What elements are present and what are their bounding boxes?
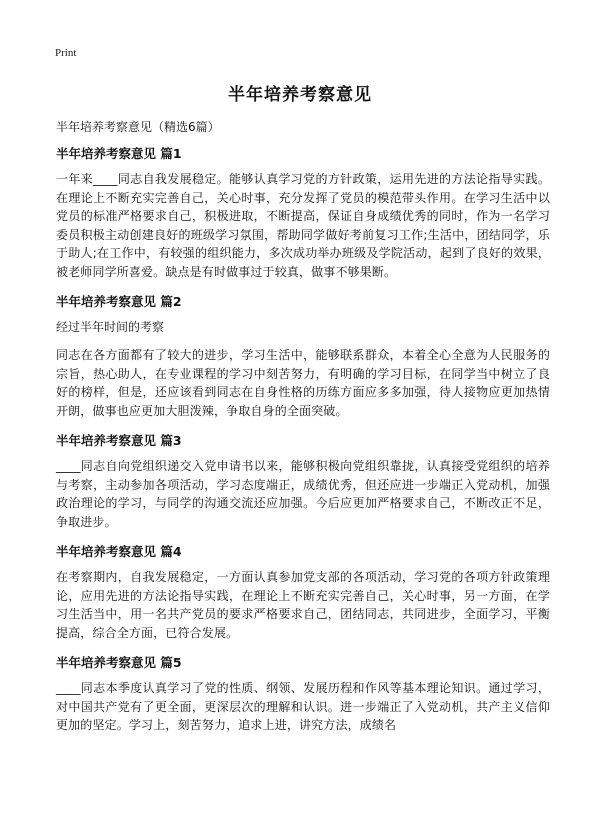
document-body bbox=[56, 118, 550, 746]
print-link[interactable]: Print bbox=[55, 47, 77, 59]
section-heading-5: 半年培养考察意见 篇5 bbox=[56, 655, 182, 670]
section-3-paragraph: ____同志自向党组织递交入党申请书以来，能够积极向党组织靠拢，认真接受党组织的培养与考察，主动参加各项活动，学习态度端正，成绩优秀，但还应进一步端正入党动机，加强政治理论的学习，与同学的沟通交流还应加强。今后应更加严格要求自己，不断改正不足，争取进步。 bbox=[56, 459, 550, 529]
section-5-paragraph: ____同志本季度认真学习了党的性质、纲领、发展历程和作风等基本理论知识。通过学习，对中国共产党有了更全面，更深层次的理解和认识。进一步端正了入党动机，共产主义信仰更加的坚定。学习上，刻苦努力，追求上进，讲究方法，成绩名 bbox=[56, 681, 550, 732]
section-heading-3: 半年培养考察意见 篇3 bbox=[56, 433, 182, 448]
document-subtitle: 半年培养考察意见（精选6篇） bbox=[56, 120, 220, 134]
section-2-lead: 经过半年时间的考察 bbox=[56, 320, 165, 334]
section-heading-2: 半年培养考察意见 篇2 bbox=[56, 294, 182, 309]
section-2-paragraph: 同志在各方面都有了较大的进步，学习生活中，能够联系群众，本着全心全意为人民服务的宗旨，热心助人，在专业课程的学习中刻苦努力，有明确的学习目标，在同学当中树立了良好的榜样，但是，还应该看到同志在自身性格的历练方面应多多加强，待人接物应更加热情开朗，做事也应更加大胆泼辣，争取自身的全面突破。 bbox=[56, 348, 550, 418]
section-1-paragraph: 一年来____同志自我发展稳定。能够认真学习党的方针政策，运用先进的方法论指导实践。在理论上不断充实完善自己，关心时事，充分发挥了党员的模范带头作用。在学习生活中以党员的标准严格要求自己，积极进取，不断提高，保证自身成绩优秀的同时，作为一名学习委员积极主动创建良好的班级学习氛围，帮助同学做好考前复习工作;生活中，团结同学，乐于助人;在工作中，有较强的组织能力，多次成功举办班级及学院活动，起到了良好的效果，被老师同学所喜爱。缺点是有时做事过于较真，做事不够果断。 bbox=[56, 172, 550, 279]
section-heading-1: 半年培养考察意见 篇1 bbox=[56, 146, 182, 161]
section-heading-4: 半年培养考察意见 篇4 bbox=[56, 544, 182, 559]
section-4-paragraph: 在考察期内，自我发展稳定，一方面认真参加党支部的各项活动，学习党的各项方针政策理论，应用先进的方法论指导实践，在理论上不断充实完善自己，关心时事，另一方面，在学习生活当中，用一名共产党员的要求严格要求自己，团结同志，共同进步，全面学习，平衡提高，综合全方面，已符合发展。 bbox=[56, 570, 550, 640]
page-title: 半年培养考察意见 bbox=[228, 85, 372, 105]
